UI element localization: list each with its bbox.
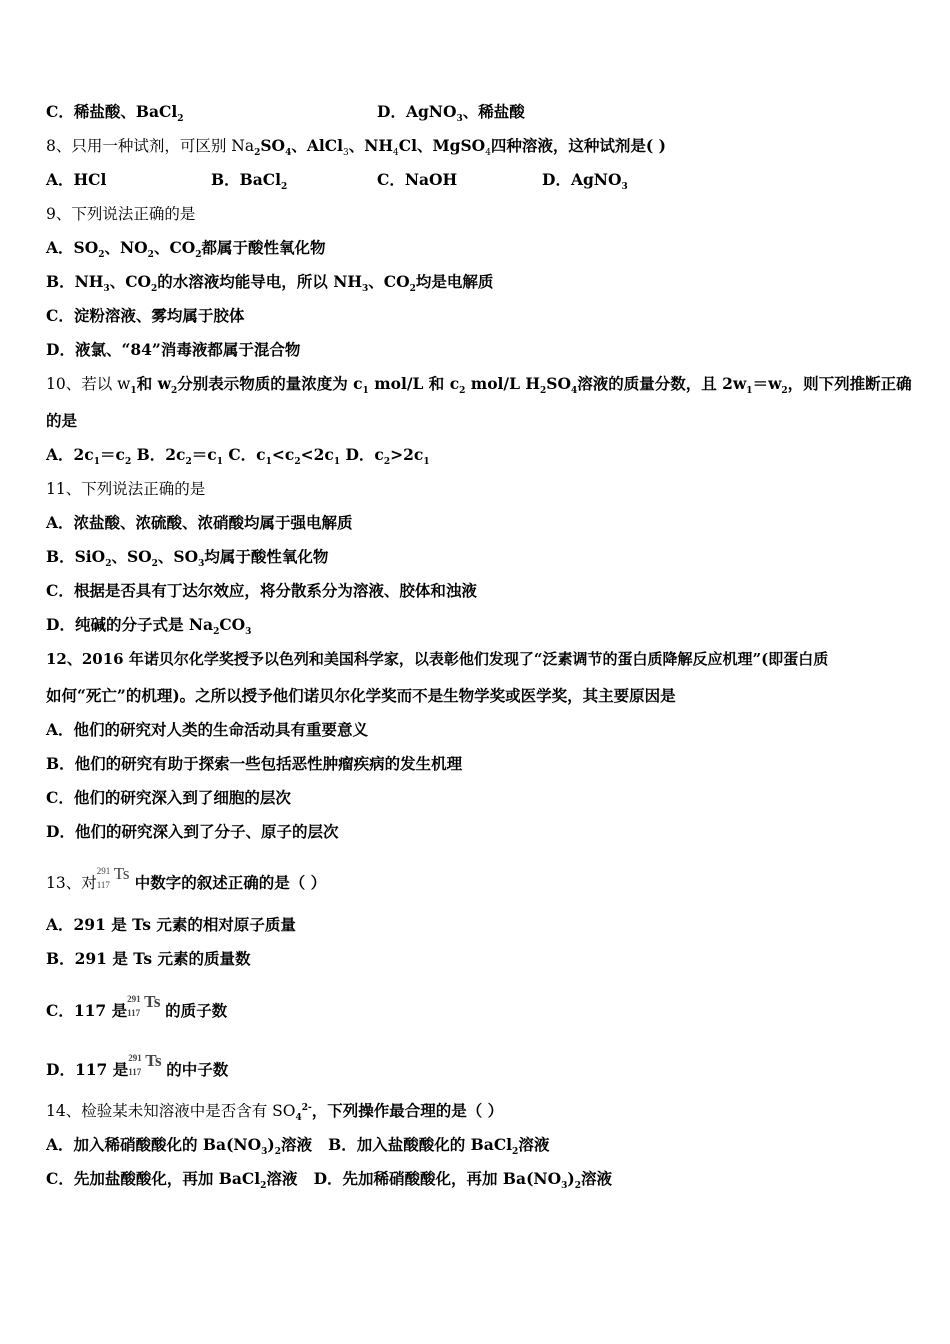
- nuclide-ts: 291 117 Ts: [96, 864, 130, 890]
- q11-option-d: D．纯碱的分子式是 $Na_2CO_3$: [46, 615, 252, 638]
- q9-option-b: B．$NH_3$、$CO_2$的水溶液均能导电，所以 $NH_3$、$CO_2$均是电解质: [46, 272, 494, 295]
- q8-stem: 8、只用一种试剂，可区别 $Na_2SO_4$、AlCl$_3$、$NH_4Cl$、MgSO$_4$四种溶液，这种试剂是( ): [46, 136, 666, 159]
- q14-stem: 14、检验某未知溶液中是否含有 $SO_4^{2-}$，下列操作最合理的是（ ）: [46, 1101, 504, 1124]
- q12-option-b: B．他们的研究有助于探索一些包括恶性肿瘤疾病的发生机理: [46, 754, 463, 773]
- q14-option-a: A．加入稀硝酸酸化的 $Ba(NO_3)_2$溶液: [46, 1135, 312, 1158]
- q10-stem-line2: 的是: [46, 411, 78, 430]
- q13-option-b: B．291 是 Ts 元素的质量数: [46, 949, 251, 968]
- q11-stem: 11、下列说法正确的是: [46, 480, 206, 498]
- q13-option-c: C．117 是 291 117 Ts 的质子数: [46, 992, 228, 1020]
- q12-stem-line1: 12、2016 年诺贝尔化学奖授予以色列和美国科学家，以表彰他们发现了“泛素调节的蛋白质降解反应机理”(即蛋白质: [46, 650, 829, 668]
- q7-option-d: D．AgNO$_3$、稀盐酸: [377, 102, 525, 125]
- q14-option-b: B．加入盐酸酸化的 BaCl$_2$溶液: [328, 1135, 550, 1158]
- q9-option-c: C．淀粉溶液、雾均属于胶体: [46, 306, 245, 325]
- q8-option-c: C．NaOH: [377, 170, 458, 189]
- q14-options-ab: [46, 1134, 549, 1156]
- q13-option-a: A．291 是 Ts 元素的相对原子质量: [46, 915, 296, 934]
- q13-stem: 13、对 291 117 Ts 中数字的叙述正确的是（ ）: [46, 864, 327, 892]
- q14-option-c: C．先加盐酸酸化，再加 BaCl$_2$溶液: [46, 1169, 298, 1192]
- q11-option-a: A．浓盐酸、浓硫酸、浓硝酸均属于强电解质: [46, 513, 353, 532]
- q14-options-cd: [46, 1168, 612, 1190]
- q10-stem-line1: 10、若以 $w_1$和 $w_2$分别表示物质的量浓度为 $c_1$ mol/L 和 $c_2$ mol/L $H_2SO_4$溶液的质量分数，且 $2w_1=w_2$，则下列推断正确: [46, 374, 912, 397]
- q12-option-c: C．他们的研究深入到了细胞的层次: [46, 788, 291, 807]
- q8-option-d: D．AgNO$_3$: [542, 170, 628, 193]
- nuclide-ts: 291 117 Ts: [127, 992, 161, 1018]
- q11-option-c: C．根据是否具有丁达尔效应，将分散系分为溶液、胶体和浊液: [46, 581, 477, 600]
- q11-option-b: B．SiO$_2$、$SO_2$、$SO_3$均属于酸性氧化物: [46, 547, 329, 570]
- q14-option-d: D．先加稀硝酸酸化，再加 $Ba(NO_3)_2$溶液: [313, 1169, 612, 1192]
- q12-stem-line2: 如何“死亡”的机理)。之所以授予他们诺贝尔化学奖而不是生物学奖或医学奖，其主要原因是: [46, 686, 676, 705]
- q9-option-d: D．液氯、“84”消毒液都属于混合物: [46, 340, 301, 359]
- q9-option-a: A．$SO_2$、$NO_2$、$CO_2$都属于酸性氧化物: [46, 238, 326, 261]
- q8-option-a: A．HCl: [46, 170, 107, 189]
- q12-option-a: A．他们的研究对人类的生命活动具有重要意义: [46, 720, 369, 739]
- q9-stem: 9、下列说法正确的是: [46, 205, 196, 223]
- q8-option-b: B．BaCl$_2$: [211, 170, 288, 193]
- nuclide-ts: 291 117 Ts: [128, 1051, 162, 1077]
- q10-options: A．$2c_1=c_2$ B．$2c_2=c_1$ C．$c_1<c_2<2c_1$ D．$c_2>2c_1$: [46, 445, 430, 468]
- q7-option-c: C．稀盐酸、BaCl$_2$: [46, 102, 184, 125]
- q13-option-d: D．117 是 291 117 Ts 的中子数: [46, 1051, 229, 1079]
- q12-option-d: D．他们的研究深入到了分子、原子的层次: [46, 822, 339, 841]
